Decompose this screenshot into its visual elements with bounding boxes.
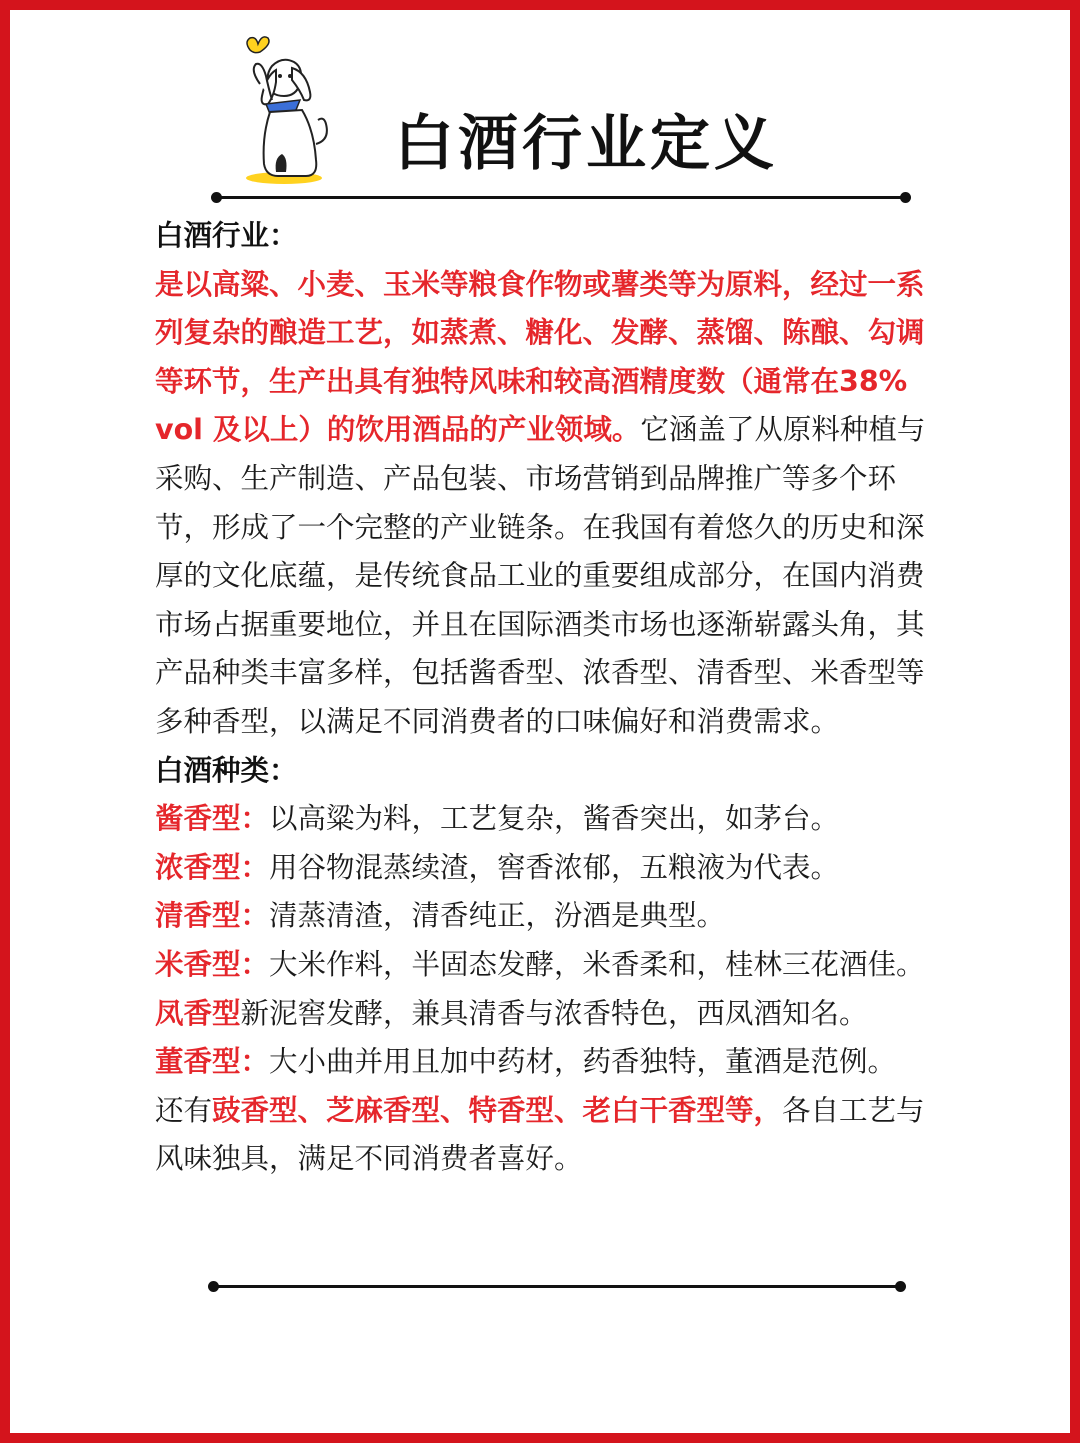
- type-item-fengxiang: [155, 990, 945, 1039]
- type-item-mixiang: [155, 941, 945, 990]
- type-item-qingxiang: [155, 892, 945, 941]
- top-divider: [216, 196, 906, 199]
- type-desc: 新泥窖发酵，兼具清香与浓香特色，西凤酒知名。: [240, 996, 868, 1030]
- others-prefix: 还有: [155, 1093, 213, 1127]
- type-item-nongxiang: [155, 844, 945, 893]
- type-desc: 用谷物混蒸续渣，窖香浓郁，五粮液为代表。: [269, 850, 840, 884]
- type-desc: 大小曲并用且加中药材，药香独特，董酒是范例。: [269, 1045, 897, 1079]
- type-name: 酱香型：: [155, 802, 270, 836]
- type-name: 米香型：: [155, 947, 270, 981]
- type-name: 董香型：: [155, 1045, 270, 1079]
- type-name: 浓香型：: [155, 850, 270, 884]
- page-title: 白酒行业定义: [394, 109, 778, 179]
- types-heading: 白酒种类：: [155, 753, 298, 787]
- definition-highlight: 是以高粱、小麦、玉米等粮食作物或薯类等为原料，经过一系列复杂的酿造工艺，如蒸煮、糖化、发酵、蒸馏、陈酿、勾调等环节，生产出具有独特风味和较高酒精度数（通常在38% vol 及以上）的饮用酒品的产业领域。: [155, 267, 925, 447]
- type-name: 清香型：: [155, 899, 270, 933]
- type-desc: 大米作料，半固态发酵，米香柔和，桂林三花酒佳。: [269, 947, 925, 981]
- industry-definition: [155, 261, 945, 747]
- dog-mascot-icon: [232, 32, 332, 188]
- type-desc: 以高粱为料，工艺复杂，酱香突出，如茅台。: [269, 802, 840, 836]
- type-name: 凤香型: [155, 996, 241, 1030]
- others-suffix: 各自工艺与风味独具，满足不同消费者喜好。: [155, 1093, 925, 1176]
- type-desc: 清蒸清渣，清香纯正，汾酒是典型。: [269, 899, 726, 933]
- other-types: [155, 1087, 945, 1184]
- bottom-divider: [213, 1285, 901, 1288]
- type-item-dongxiang: [155, 1038, 945, 1087]
- definition-rest: 它涵盖了从原料种植与采购、生产制造、产品包装、市场营销到品牌推广等多个环节，形成了一个完整的产业链条。在我国有着悠久的历史和深厚的文化底蕴，是传统食品工业的重要组成部分，在国内消费市场占据重要地位，并且在国际酒类市场也逐渐崭露头角，其产品种类丰富多样，包括酱香型、浓香型、清香型、米香型等多种香型，以满足不同消费者的口味偏好和消费需求。: [155, 413, 926, 738]
- industry-heading: 白酒行业：: [155, 219, 298, 252]
- others-highlight: 豉香型、芝麻香型、特香型、老白干香型等，: [212, 1093, 783, 1127]
- content-body: [155, 212, 945, 1184]
- type-item-jiangxiang: [155, 795, 945, 844]
